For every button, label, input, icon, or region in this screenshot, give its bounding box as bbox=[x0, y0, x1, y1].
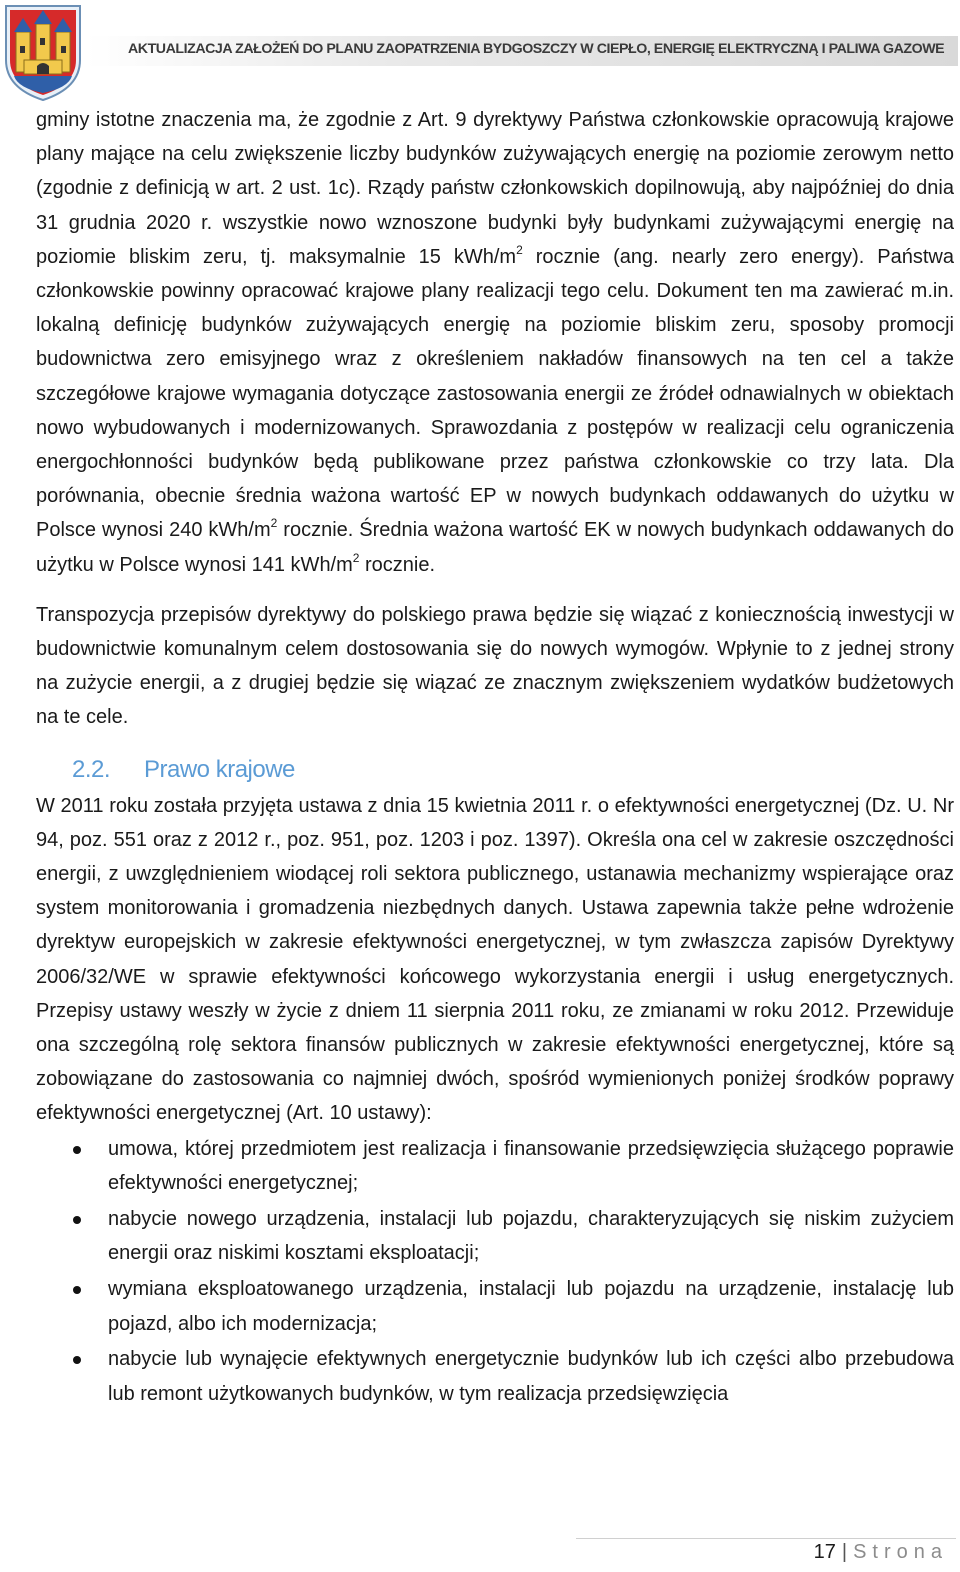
bullet-icon bbox=[73, 1286, 81, 1294]
list-item-text: nabycie lub wynajęcie efektywnych energetycznie budynków lub ich części albo przebudowa lub remont użytkowanych budynków, w tym realizacja przedsięwzięcia bbox=[108, 1348, 954, 1405]
footer-divider bbox=[576, 1538, 956, 1539]
superscript-2: 2 bbox=[270, 516, 278, 531]
list-item-text: wymiana eksploatowanego urządzenia, instalacji lub pojazdu na urządzenie, instalację lub pojazd, albo ich modernizacja; bbox=[108, 1278, 954, 1335]
list-item-text: nabycie nowego urządzenia, instalacji lub pojazdu, charakteryzujących się niskim zużyciem energii oraz niskimi kosztami eksploatacji; bbox=[108, 1207, 954, 1265]
bullet-icon bbox=[73, 1216, 81, 1224]
paragraph-text: gminy istotne znaczenia ma, że zgodnie z Art. 9 dyrektywy Państwa członkowskie opracowują krajowe plany mające na celu zwiększenie liczby budynków zużywających energię na poziomie zerowym netto (zgodnie z definicją w art. 2 ust. 1c). Rządy państw członkowskich dopilnowują, aby najpóźniej do dnia 31 grudnia 2020 r. wszystkie nowo wznoszone budynki były budynkami zużywającymi energię na poziomie bliskim zeru, tj. maksymalnie 15 kWh/m bbox=[36, 109, 954, 268]
paragraph-text: rocznie. Średnia ważona wartość EK w nowych budynkach oddawanych do użytku w Polsce wynosi 141 kWh/m bbox=[36, 519, 954, 576]
list-item-text: umowa, której przedmiotem jest realizacja i finansowanie przedsięwzięcia służącego poprawie efektywności energetycznej; bbox=[108, 1137, 954, 1195]
page-number: 17 bbox=[813, 1541, 836, 1563]
section-number: 2.2. bbox=[72, 755, 111, 783]
paragraph-text: rocznie (ang. nearly zero energy). Państwa członkowskie powinny opracować krajowe plany realizacji tego celu. Dokument ten ma zawierać m.in. lokalną definicję budynków zużywających energię na poziomie bliskim zeru, sposoby promocji budownictwa zero emisyjnego wraz z określeniem nakładów finansowych na ten cel a także szczegółowe krajowe wymagania dotyczące zastosowania energii ze źródeł odnawialnych w obiektach nowo wybudowanych i modernizowanych. Sprawozdania z postępów w realizacji celu ograniczenia energochłonności budynków będą publikowane przez państwa członkowskie co trzy lata. Dla porównania, obecnie średnia ważona wartość EP w nowych budynkach oddawanych do użytku w Polsce wynosi 240 kWh/m bbox=[36, 245, 954, 542]
document-body bbox=[36, 103, 954, 1411]
bullet-icon bbox=[73, 1146, 81, 1154]
page-header bbox=[0, 0, 960, 100]
paragraph-text: rocznie. bbox=[359, 553, 436, 576]
page-footer bbox=[814, 1541, 948, 1564]
page-label: Strona bbox=[853, 1541, 948, 1563]
list-item bbox=[36, 1272, 954, 1341]
bullet-icon bbox=[73, 1356, 81, 1364]
paragraph-transposition: Transpozycja przepisów dyrektywy do polskiego prawa będzie się wiązać z koniecznością inwestycji w budownictwie komunalnym celem dostosowania się do nowych wymogów. Wpłynie to z jednej strony na zużycie energii, a z drugiej będzie się wiązać ze znacznym zwiększeniem wydatków budżetowych na te cele. bbox=[36, 603, 954, 729]
list-item bbox=[36, 1342, 954, 1411]
bydgoszcz-coat-of-arms-logo bbox=[2, 2, 84, 102]
superscript-2: 2 bbox=[352, 550, 360, 565]
list-item bbox=[36, 1202, 954, 1271]
superscript-2: 2 bbox=[516, 242, 523, 257]
footer-separator: | bbox=[841, 1541, 848, 1563]
document-running-title: AKTUALIZACJA ZAŁOŻEŃ DO PLANU ZAOPATRZENIA BYDGOSZCZY W CIEPŁO, ENERGIĘ ELEKTRYCZNĄ I PALIWA GAZOWE bbox=[128, 41, 945, 57]
paragraph-directive-article-9 bbox=[36, 103, 954, 582]
paragraph-energy-efficiency-act: W 2011 roku została przyjęta ustawa z dnia 15 kwietnia 2011 r. o efektywności energetycznej (Dz. U. Nr 94, poz. 551 oraz z 2012 r., poz. 951, poz. 1203 i poz. 1397). Określa ona cel w zakresie oszczędności energii, z uwzględnieniem wiodącej roli sektora publicznego, ustanawia mechanizmy wspierające oraz system monitorowania i gromadzenia niezbędnych danych. Ustawa zapewnia także pełne wdrożenie dyrektyw europejskich w zakresie efektywności energetycznej, w tym zwłaszcza zapisów Dyrektywy 2006/32/WE w sprawie efektywności końcowego wykorzystania energii i usług energetycznych. Przepisy ustawy weszły w życie z dniem 11 sierpnia 2011 roku, ze zmianami w roku 2012. Przewiduje ona szczególną rolę sektora finansów publicznych w zakresie efektywności energetycznej, które są zobowiązane do zastosowania co najmniej dwóch, spośród wymienionych poniżej środków poprawy efektywności energetycznej (Art. 10 ustawy): bbox=[36, 794, 954, 1125]
section-heading bbox=[72, 751, 954, 789]
list-item bbox=[36, 1132, 954, 1201]
measures-list bbox=[36, 1132, 954, 1412]
section-title: Prawo krajowe bbox=[144, 755, 295, 783]
